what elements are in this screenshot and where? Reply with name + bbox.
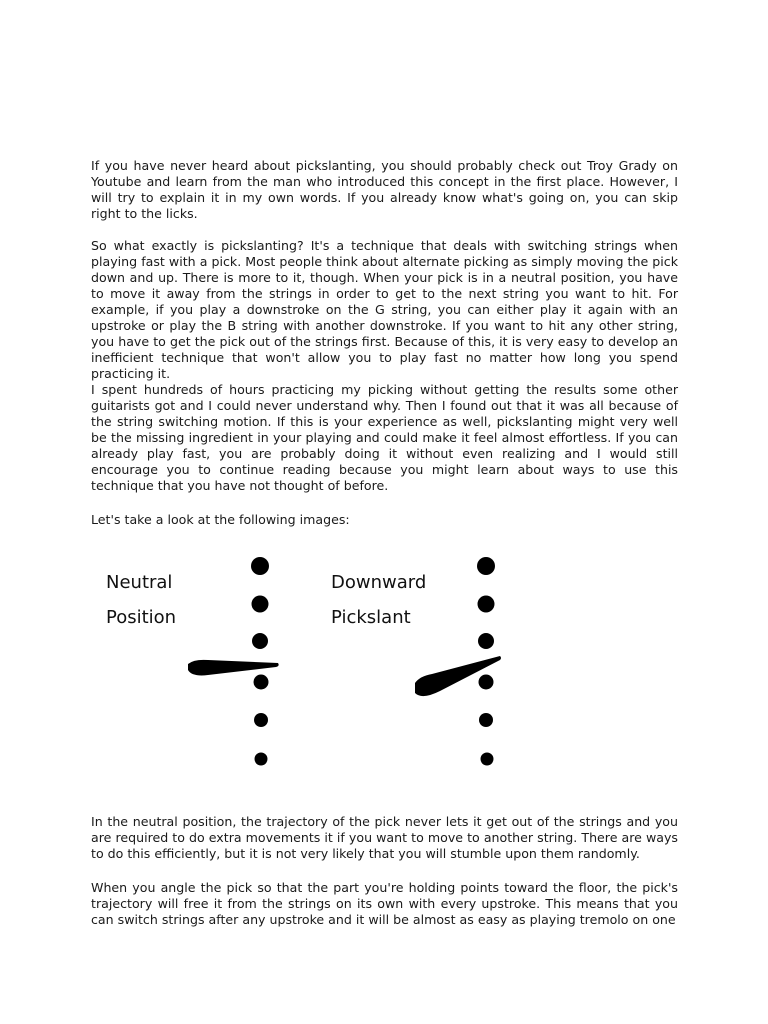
string-dot <box>252 633 268 649</box>
downward-label-line1: Downward <box>331 572 427 593</box>
string-dot <box>254 675 269 690</box>
string-dot <box>255 753 268 766</box>
neutral-label-line2: Position <box>106 607 177 628</box>
string-dot <box>478 633 494 649</box>
string-dot <box>254 713 268 727</box>
images-intro-paragraph: Let's take a look at the following images: <box>91 512 350 527</box>
string-dot <box>478 596 495 613</box>
string-dot <box>477 557 495 575</box>
neutral-pick-shape <box>188 660 279 676</box>
neutral-explanation-paragraph: In the neutral position, the trajectory of the pick never lets it get out of the strings and you are required to do extra movements it if you want to move to another string. There are ways to do this efficiently, but it is not very likely that you will stumble upon them randomly. <box>91 814 678 861</box>
experience-paragraph: I spent hundreds of hours practicing my picking without getting the results some other guitarists got and I could never understand why. Then I found out that it was all because of the string switching motion. If this is your experience as well, pickslanting might very well be the missing ingredient in your playing and could make it feel almost effortless. If you can already play fast, you are probably doing it without even realizing and I would still encourage you to continue reading because you might learn about ways to use this technique that you have not thought of before. <box>91 382 678 493</box>
pickslant-diagram <box>90 548 530 778</box>
intro-paragraph: If you have never heard about pickslanting, you should probably check out Troy Grady on Youtube and learn from the man who introduced this concept in the first place. However, I will try to explain it in my own words. If you already know what's going on, you can skip right to the licks. <box>91 158 678 221</box>
string-dot <box>481 753 494 766</box>
pickslant-figure <box>90 548 530 778</box>
string-dot <box>479 713 493 727</box>
string-dot <box>252 596 269 613</box>
string-dot <box>251 557 269 575</box>
neutral-strings <box>251 557 269 766</box>
downward-label-line2: Pickslant <box>331 607 411 628</box>
explanation-paragraph: So what exactly is pickslanting? It's a technique that deals with switching strings when playing fast with a pick. Most people think about alternate picking as simply moving the pick down and up. There is more to it, though. When your pick is in a neutral position, you have to move it away from the strings in order to get to the next string you want to hit. For example, if you play a downstroke on the G string, you can either play it again with an upstroke or play the B string with another downstroke. If you want to hit any other string, you have to get the pick out of the strings first. Because of this, it is very easy to develop an inefficient technique that won't allow you to play fast no matter how long you spend practicing it. <box>91 238 678 381</box>
angled-pick-paragraph: When you angle the pick so that the part you're holding points toward the floor, the pick's trajectory will free it from the strings on its own with every upstroke. This means that you can switch strings after any upstroke and it will be almost as easy as playing tremolo on one <box>91 880 678 927</box>
neutral-label-line1: Neutral <box>106 572 173 593</box>
string-dot <box>479 675 494 690</box>
